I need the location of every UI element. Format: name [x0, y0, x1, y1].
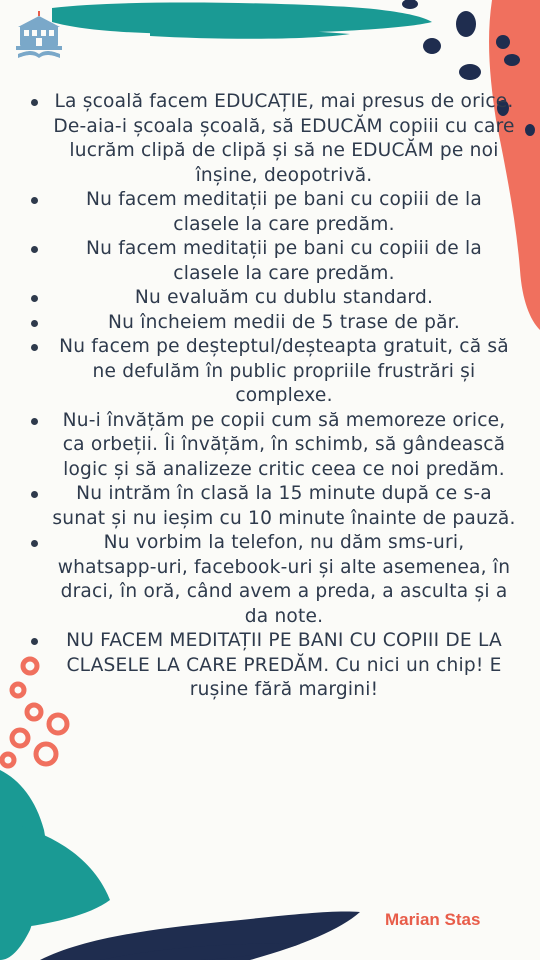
rule-item: Nu intrăm în clasă la 15 minute după ce s-a sunat și nu ieșim cu 10 minute înainte de pauză.: [26, 482, 516, 531]
rule-item: Nu facem meditații pe bani cu copiii de la clasele la care predăm.: [26, 237, 516, 286]
rule-item: Nu-i învățăm pe copii cum să memoreze orice, ca orbeții. Îi învățăm, în schimb, să gândească logic și să analizeze critic ceea ce noi predăm.: [26, 409, 516, 483]
school-building-icon: [12, 10, 66, 62]
rule-item: Nu încheiem medii de 5 trase de păr.: [26, 311, 516, 336]
teal-shape-bottom-left-2: [0, 820, 110, 930]
teal-brush-top: [52, 3, 432, 35]
rules-text-block: [26, 90, 516, 703]
author-signature: Marian Stas: [385, 910, 481, 929]
rule-item: Nu evaluăm cu dublu standard.: [26, 286, 516, 311]
rule-item: Nu facem meditații pe bani cu copiii de la clasele la care predăm.: [26, 188, 516, 237]
rule-item: Nu facem pe deșteptul/deșteapta gratuit, că să ne defulăm în public propriile frustrări și complexe.: [26, 335, 516, 409]
rule-item: La școală facem EDUCAȚIE, mai presus de orice. De-aia-i școala școală, să EDUCĂM copiii cu care lucrăm clipă de clipă și să ne EDUCĂM pe noi înșine, deopotrivă.: [26, 90, 516, 188]
rule-item: Nu vorbim la telefon, nu dăm sms-uri, whatsapp-uri, facebook-uri și alte asemenea, în draci, în oră, când avem a preda, a asculta și a da note.: [26, 531, 516, 629]
rule-item: NU FACEM MEDITAȚII PE BANI CU COPIII DE LA CLASELE LA CARE PREDĂM. Cu nici un chip! E rușine fără margini!: [26, 629, 516, 703]
rules-list: [26, 90, 516, 703]
